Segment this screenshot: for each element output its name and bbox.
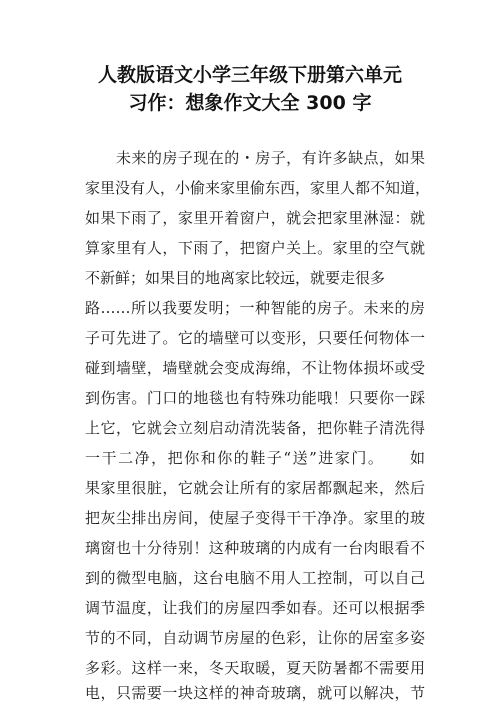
essay-line: 上它，它就会立刻启动清洗装备，把你鞋子清洗得 (85, 419, 425, 437)
document-title-line-1: 人教版语文小学三年级下册第六单元 (97, 64, 402, 86)
essay-line: 到的微型电脑，这台电脑不用人工控制，可以自己 (85, 569, 425, 587)
essay-line: 调节温度，让我们的房屋四季如春。还可以根据季 (85, 599, 425, 617)
essay-line: 电，只需要一块这样的神奇玻璃，就可以解决，节 (85, 684, 425, 702)
essay-line: 路……所以我要发明；一种智能的房子。未来的房 (85, 299, 425, 317)
essay-line: 如果下雨了，家里开着窗户，就会把家里淋湿：就 (85, 209, 425, 227)
essay-line: 果家里很脏，它就会让所有的家居都飘起来，然后 (85, 479, 425, 497)
essay-line: 到伤害。门口的地毯也有特殊功能哦！只要你一踩 (85, 389, 425, 407)
essay-line: 未来的房子现在的・房子，有许多缺点，如果 (85, 149, 425, 167)
essay-line: 算家里有人，下雨了，把窗户关上。家里的空气就 (85, 239, 425, 257)
essay-line: 多彩。这样一来，冬天取暖，夏天防暑都不需要用 (85, 659, 425, 677)
essay-line: 碰到墙壁，墙壁就会变成海绵，不让物体损坏或受 (85, 359, 425, 377)
essay-line: 节的不同，自动调节房屋的色彩，让你的居室多姿 (85, 629, 425, 647)
essay-line: 子可先进了。它的墙壁可以变形，只要任何物体一 (85, 329, 425, 347)
document-title-line-2: 习作：想象作文大全 300 字 (128, 92, 372, 114)
essay-line: 一干二净，把你和你的鞋子“送”进家门。 如 (85, 449, 425, 467)
essay-line: 把灰尘排出房间，使屋子变得干干净净。家里的玻 (85, 509, 425, 527)
essay-line: 不新鲜；如果目的地离家比较远，就要走很多 (85, 269, 386, 287)
essay-line: 家里没有人，小偷来家里偷东西，家里人都不知道， (85, 179, 431, 197)
essay-line: 璃窗也十分待别！这种玻璃的内成有一台肉眼看不 (85, 539, 425, 557)
